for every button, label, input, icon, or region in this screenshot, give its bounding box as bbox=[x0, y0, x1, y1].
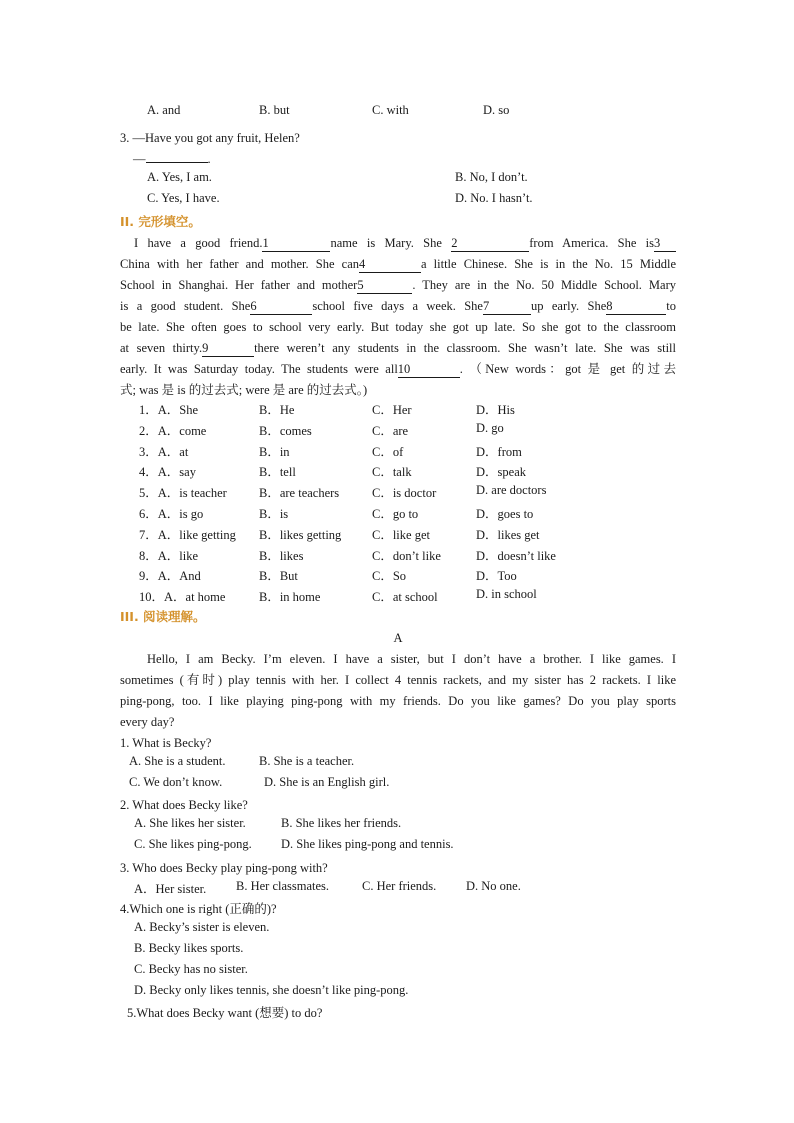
question-5-stem: 5.What does Becky want (想要) to do? bbox=[127, 1006, 323, 1020]
cloze-text: School in Shanghai. Her father and mother bbox=[120, 278, 358, 292]
cloze-choice-3-c: C．of bbox=[372, 444, 404, 459]
cloze-choice-1-c: C．Her bbox=[372, 403, 412, 417]
cloze-line-8: 式; was 是 is 的过去式; were 是 are 的过去式。) bbox=[120, 383, 368, 397]
cloze-choice-5-b: B．are teachers bbox=[259, 486, 340, 501]
question-2-stem: 2. What does Becky like? bbox=[120, 798, 248, 812]
q3-answer-blank[interactable] bbox=[146, 162, 208, 163]
cloze-choice-4-a: 4．A．say bbox=[139, 465, 196, 480]
q3-option-b: B. No, I don’t. bbox=[455, 170, 528, 184]
cloze-choice-10-d: D. in school bbox=[476, 587, 537, 602]
cloze-choice-3-d: D．from bbox=[476, 444, 522, 459]
q2-option-b: B. but bbox=[259, 103, 290, 117]
reading-line-3: ping-pong, too. I like playing ping-pong with my friends. Do you like games? Do you play sports bbox=[120, 694, 676, 708]
question-1-option-d: D. She is an English girl. bbox=[264, 775, 390, 789]
cloze-line-5: be late. She often goes to school very early. But today she got up late. So she got to the classroom bbox=[120, 320, 676, 334]
cloze-line-4 bbox=[120, 296, 676, 316]
cloze-choice-5-d: D. are doctors bbox=[476, 483, 547, 498]
passage-heading: A bbox=[393, 631, 403, 645]
cloze-blank-7[interactable]: 7 bbox=[483, 298, 531, 315]
cloze-text: to bbox=[666, 299, 677, 313]
cloze-choice-1-d: D．His bbox=[476, 403, 515, 417]
section-3-title: III. 阅读理解。 bbox=[120, 609, 206, 624]
cloze-choice-7-c: C．like get bbox=[372, 527, 430, 542]
cloze-text: . （New words：got 是 get 的过去 bbox=[459, 362, 676, 376]
cloze-choice-3-a: 3．A．at bbox=[139, 444, 189, 459]
cloze-choice-1-a: 1．A．She bbox=[139, 403, 199, 417]
q3-option-c: C. Yes, I have. bbox=[147, 191, 220, 205]
cloze-choice-5-c: C．is doctor bbox=[372, 486, 437, 501]
cloze-blank-2[interactable]: 2 bbox=[451, 235, 529, 252]
cloze-blank-3[interactable]: 3 bbox=[654, 235, 676, 252]
q3-reply-dash: — bbox=[133, 152, 146, 166]
question-3-option-a: A．Her sister. bbox=[134, 882, 207, 896]
cloze-choice-4-b: B．tell bbox=[259, 465, 296, 480]
cloze-choice-10-c: C．at school bbox=[372, 590, 438, 605]
cloze-choice-2-a: 2．A．come bbox=[139, 423, 207, 438]
q2-option-c: C. with bbox=[372, 103, 409, 117]
cloze-line-1 bbox=[120, 233, 676, 253]
cloze-text: school five days a week. She bbox=[312, 299, 483, 313]
cloze-text: name is Mary. She bbox=[330, 236, 442, 250]
cloze-line-3 bbox=[120, 275, 676, 295]
question-2-option-a: A. She likes her sister. bbox=[134, 816, 246, 830]
question-1-option-c: C. We don’t know. bbox=[129, 775, 223, 789]
cloze-text: early. It was Saturday today. The students were all bbox=[120, 362, 398, 376]
question-1-option-b: B. She is a teacher. bbox=[259, 754, 355, 768]
q3-reply bbox=[133, 149, 689, 169]
cloze-line-6 bbox=[120, 338, 676, 358]
cloze-blank-4[interactable]: 4 bbox=[359, 256, 421, 273]
cloze-choice-7-b: B．likes getting bbox=[259, 527, 342, 542]
question-4-option-d: D. Becky only likes tennis, she doesn’t like ping-pong. bbox=[134, 983, 409, 997]
cloze-blank-8[interactable]: 8 bbox=[606, 298, 666, 315]
cloze-text: . They are in the No. 50 Middle School. Mary bbox=[412, 278, 676, 292]
cloze-blank-6[interactable]: 6 bbox=[250, 298, 312, 315]
reading-line-2: sometimes (有时) play tennis with her. I collect 4 tennis rackets, and my sister has 2 rackets. I like bbox=[120, 673, 676, 687]
question-1-option-a: A. She is a student. bbox=[129, 754, 226, 768]
question-2-option-c: C. She likes ping-pong. bbox=[134, 837, 252, 851]
cloze-choice-2-c: C．are bbox=[372, 423, 409, 438]
cloze-choice-3-b: B．in bbox=[259, 444, 290, 459]
cloze-choice-4-d: D．speak bbox=[476, 465, 526, 480]
cloze-choice-6-a: 6．A．is go bbox=[139, 507, 204, 521]
reading-line-4: every day? bbox=[120, 715, 175, 729]
question-3-option-b: B. Her classmates. bbox=[236, 879, 330, 893]
question-3-option-c: C. Her friends. bbox=[362, 879, 437, 893]
cloze-choice-6-c: C．go to bbox=[372, 507, 419, 521]
question-2-option-d: D. She likes ping-pong and tennis. bbox=[281, 837, 454, 851]
q3-option-d: D. No. I hasn’t. bbox=[455, 191, 533, 205]
cloze-line-7 bbox=[120, 359, 676, 379]
cloze-choice-8-a: 8．A．like bbox=[139, 548, 199, 563]
cloze-choice-8-c: C．don’t like bbox=[372, 548, 441, 563]
cloze-choice-2-d: D. go bbox=[476, 420, 504, 435]
cloze-blank-9[interactable]: 9 bbox=[202, 340, 254, 357]
cloze-choice-7-d: D．likes get bbox=[476, 527, 540, 542]
cloze-text: I have a good friend. bbox=[134, 236, 263, 250]
cloze-choice-9-c: C．So bbox=[372, 569, 407, 584]
question-4-option-b: B. Becky likes sports. bbox=[134, 941, 244, 955]
question-3-stem: 3. Who does Becky play ping-pong with? bbox=[120, 861, 328, 875]
cloze-choice-9-b: B．But bbox=[259, 569, 298, 584]
cloze-choice-1-b: B．He bbox=[259, 403, 295, 417]
cloze-choice-9-d: D．Too bbox=[476, 569, 517, 584]
cloze-choice-6-d: D．goes to bbox=[476, 507, 534, 521]
question-4-stem: 4.Which one is right (正确的)? bbox=[120, 902, 277, 916]
reading-line-1 bbox=[120, 649, 676, 669]
cloze-text: a little Chinese. She is in the No. 15 Middle bbox=[421, 257, 676, 271]
cloze-line-2 bbox=[120, 254, 676, 274]
question-4-option-c: C. Becky has no sister. bbox=[134, 962, 248, 976]
cloze-text: at seven thirty. bbox=[120, 341, 203, 355]
q3-option-a: A. Yes, I am. bbox=[147, 170, 212, 184]
cloze-blank-1[interactable]: 1 bbox=[262, 235, 330, 252]
cloze-text: up early. She bbox=[530, 299, 607, 313]
cloze-text: China with her father and mother. She can bbox=[120, 257, 359, 271]
cloze-choice-5-a: 5．A．is teacher bbox=[139, 486, 227, 501]
cloze-choice-4-c: C．talk bbox=[372, 465, 412, 480]
question-2-option-b: B. She likes her friends. bbox=[281, 816, 402, 830]
cloze-choice-10-a: 10．A．at home bbox=[139, 590, 226, 605]
q3-stem: 3. —Have you got any fruit, Helen? bbox=[120, 131, 300, 145]
section-2-title: II. 完形填空。 bbox=[120, 214, 201, 229]
cloze-choice-10-b: B．in home bbox=[259, 590, 321, 605]
q3-reply-end: . bbox=[207, 152, 211, 166]
reading-text: Hello, I am Becky. I’m eleven. I have a sister, but I don’t have a brother. I like games. I bbox=[147, 652, 676, 666]
question-3-option-d: D. No one. bbox=[466, 879, 521, 893]
question-1-stem: 1. What is Becky? bbox=[120, 736, 212, 750]
cloze-text: there weren’t any students in the classroom. She wasn’t late. She was still bbox=[254, 341, 676, 355]
cloze-blank-10[interactable]: 10 bbox=[398, 361, 460, 378]
cloze-choice-7-a: 7．A．like getting bbox=[139, 527, 236, 542]
question-4-option-a: A. Becky’s sister is eleven. bbox=[134, 920, 270, 934]
cloze-text: is a good student. She bbox=[120, 299, 251, 313]
cloze-text: from America. She is bbox=[529, 236, 655, 250]
cloze-blank-5[interactable]: 5 bbox=[357, 277, 412, 294]
cloze-choice-8-b: B．likes bbox=[259, 548, 304, 563]
q2-option-d: D. so bbox=[483, 103, 510, 117]
cloze-choice-2-b: B．comes bbox=[259, 423, 312, 438]
cloze-choice-9-a: 9．A．And bbox=[139, 569, 201, 584]
cloze-choice-8-d: D．doesn’t like bbox=[476, 548, 556, 563]
cloze-choice-6-b: B．is bbox=[259, 507, 289, 521]
q2-option-a: A. and bbox=[147, 103, 181, 117]
